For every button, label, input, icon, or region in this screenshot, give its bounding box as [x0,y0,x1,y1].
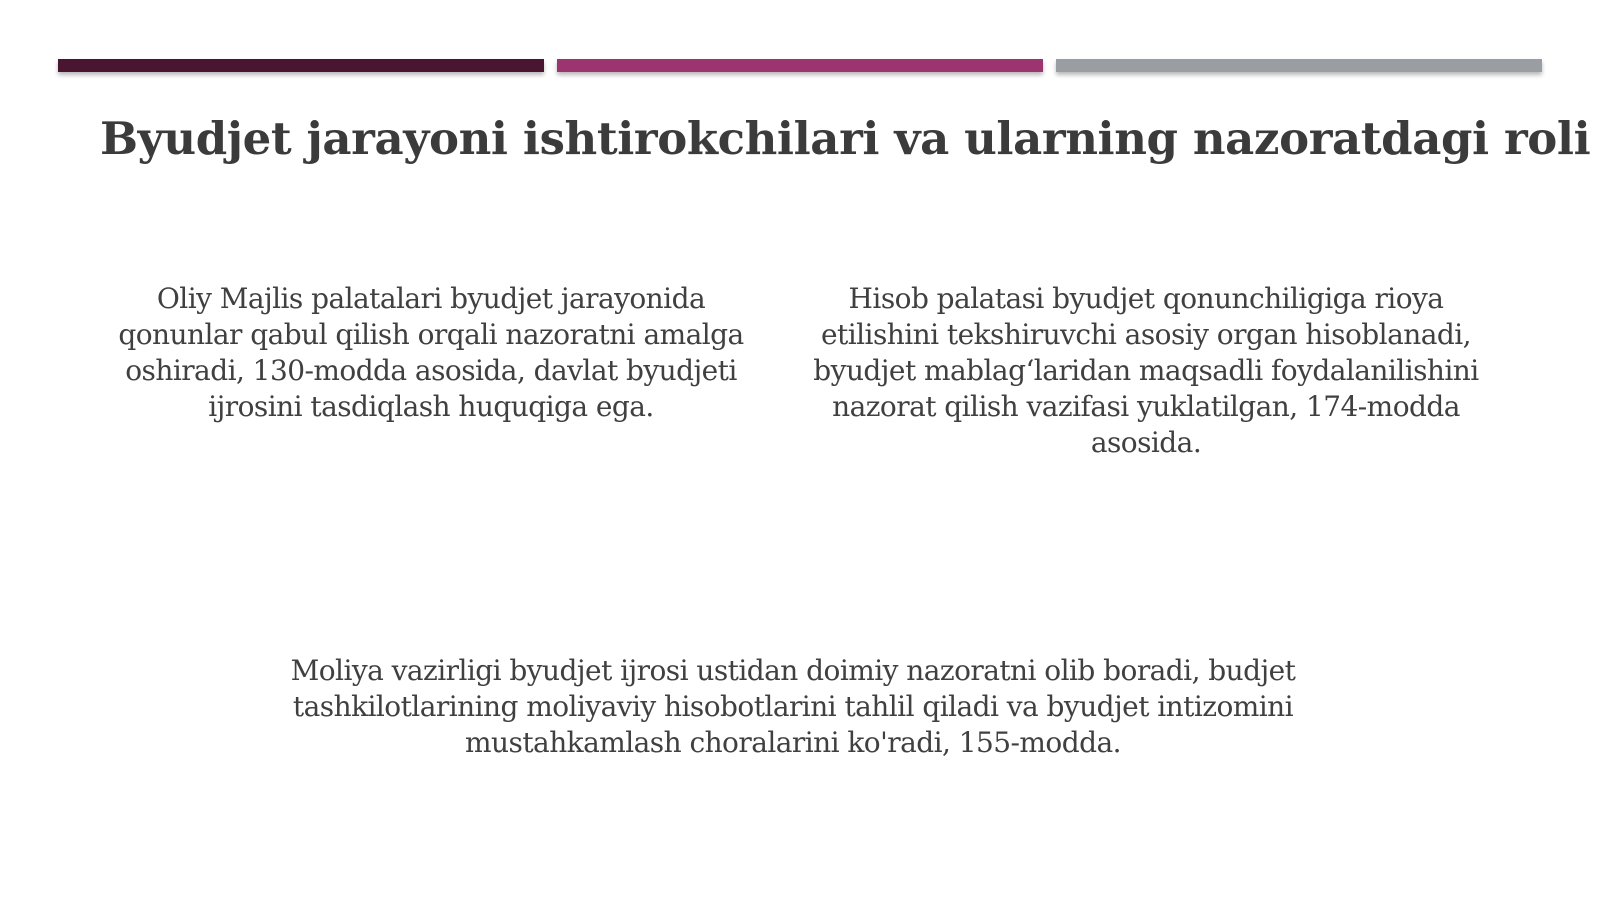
paragraph-moliya-vazirligi: Moliya vazirligi byudjet ijrosi ustidan doimiy nazoratni olib boradi, budjet tashkilotlarining moliyaviy hisobotlarini tahlil qiladi va byudjet intizomini mustahkamlash choralarini ko'radi, 155-modda. [290,654,1296,759]
decorative-header-bars [58,59,1544,74]
paragraph-oliy-majlis: Oliy Majlis palatalari byudjet jarayonida qonunlar qabul qilish orqali nazoratni amalga oshiradi, 130-modda asosida, davlat byudjeti ijrosini tasdiqlash huquqiga ega. [118,282,744,423]
accent-bar-dark [58,59,544,72]
slide-title: Byudjet jarayoni ishtirokchilari va ularning nazoratdagi roli [100,112,1591,165]
accent-bar-gray [1056,59,1542,72]
paragraph-hisob-palatasi: Hisob palatasi byudjet qonunchiligiga rioya etilishini tekshiruvchi asosiy organ hisoblanadi, byudjet mablag‘laridan maqsadli foydalanilishini nazorat qilish vazifasi yuklatilgan, 174-modda asosida. [813,282,1479,459]
accent-bar-magenta [557,59,1043,72]
